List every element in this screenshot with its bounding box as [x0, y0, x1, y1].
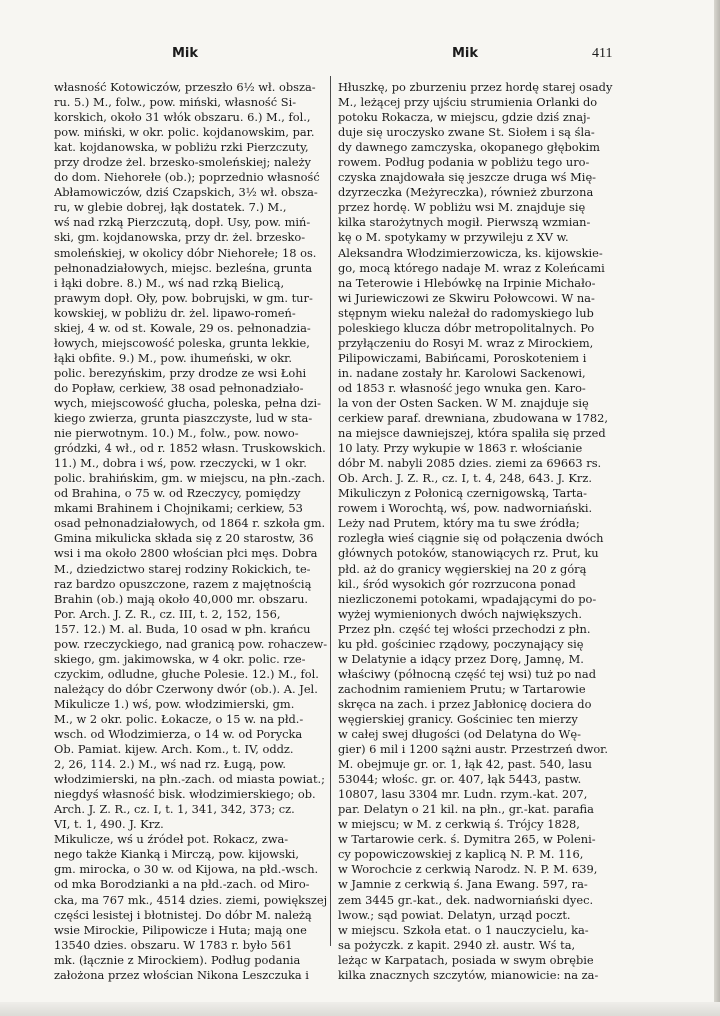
text-line: ku płd. gościniec rządowy, poczynający się — [338, 636, 584, 651]
text-line: cka, ma 767 mk., 4514 dzies. ziemi, powiększej — [54, 892, 328, 907]
text-line: przez hordę. W pobliżu wsi M. znajduje się — [338, 200, 586, 215]
text-line: przy drodze żel. brzesko-smoleńskiej; należy — [54, 155, 311, 170]
text-line: M., leżącej przy ujściu strumienia Orlanki do — [338, 95, 598, 110]
text-line: prawym dopł. Oły, pow. bobrujski, w gm. tur- — [54, 290, 313, 305]
text-line: poleskiego klucza dóbr metropolitalnych. Po — [338, 320, 595, 335]
text-line: dzyrzeczka (Meżyreczka), również zburzona — [338, 185, 594, 200]
text-line: wsie Mirockie, Pilipowicze i Huta; mają one — [54, 922, 307, 937]
text-line: kil., śród wysokich gór rozrzucona ponad — [338, 576, 576, 591]
text-line: Ob. Pamiat. kijew. Arch. Kom., t. IV, oddz. — [54, 742, 294, 757]
text-line: należący do dóbr Czerwony dwór (ob.). A. Jel. — [54, 681, 318, 696]
text-line: właściwy (północną część tej wsi) tuż po nad — [338, 666, 596, 681]
text-line: wi Juriewiczowi ze Skwiru Połowcowi. W na- — [338, 290, 595, 305]
text-line: stępnym wieku należał do radomyskiego lub — [338, 305, 594, 320]
text-line: wsch. od Włodzimierza, o 14 w. od Porycka — [54, 727, 303, 742]
text-line: potoku Rokacza, w miejscu, gdzie dziś znaj- — [338, 110, 591, 125]
text-line: kę o M. spotykamy w przywileju z XV w. — [338, 230, 569, 245]
text-line: w Jamnie z cerkwią ś. Jana Ewang. 597, ra- — [338, 877, 588, 892]
text-line: 10807, lasu 3304 mr. Ludn. rzym.-kat. 207, — [338, 787, 588, 802]
text-line: polic. brahińskim, gm. w miejscu, na płn.-zach. — [54, 471, 326, 486]
text-line: dóbr M. nabyli 2085 dzies. ziemi za 69663 rs. — [338, 456, 602, 471]
text-line: M. obejmuje gr. or. 1, łąk 42, past. 540, lasu — [338, 757, 592, 772]
text-line: niezliczonemi potokami, wpadającymi do po- — [338, 591, 597, 606]
page-bottom-shadow — [0, 1002, 720, 1016]
text-line: mk. (łącznie z Mirockiem). Podług podania — [54, 952, 301, 967]
text-line: skręca na zach. i przez Jabłonicę dociera do — [338, 696, 592, 711]
text-line: ru. 5.) M., folw., pow. miński, własność Si- — [54, 95, 297, 110]
text-line: duje się uroczysko zwane St. Siołem i są śla- — [338, 125, 595, 140]
text-line: nie pierwotnym. 10.) M., folw., pow. nowo- — [54, 426, 299, 441]
text-line: par. Delatyn o 21 kil. na płn., gr.-kat. parafia — [338, 802, 594, 817]
text-line: 2, 26, 114. 2.) M., wś nad rz. Ługą, pow. — [54, 757, 287, 772]
text-line: rowem i Worochtą, wś, pow. nadworniański. — [338, 501, 593, 516]
text-line: cy popowiczowskiej z kaplicą N. P. M. 116, — [338, 847, 584, 862]
text-line: od 1853 r. własność jego wnuka gen. Karo- — [338, 380, 586, 395]
text-line: i łąki dobre. 8.) M., wś nad rzką Bielicą, — [54, 275, 285, 290]
text-line: głównych potoków, stanowiących rz. Prut, ku — [338, 546, 599, 561]
text-line: mkami Brahinem i Chojnikami; cerkiew, 53 — [54, 501, 303, 516]
text-line: M., dziedzictwo starej rodziny Rokickich, te- — [54, 561, 311, 576]
text-line: przyłączeniu do Rosyi M. wraz z Mirockiem, — [338, 335, 594, 350]
text-line: Arch. J. Z. R., cz. I, t. 1, 341, 342, 373; cz. — [54, 802, 295, 817]
text-line: in. nadane zostały hr. Karolowi Sackenowi, — [338, 365, 586, 380]
text-line: kilka starożytnych mogił. Pierwszą wzmian- — [338, 215, 591, 230]
text-line: w Worochcie z cerkwią Narodz. N. P. M. 639, — [338, 862, 598, 877]
text-line: wyżej wymienionych dwóch największych. — [338, 606, 582, 621]
text-line: rozległa wieś ciągnie się od połączenia dwóch — [338, 531, 604, 546]
text-line: od mka Borodzianki a na płd.-zach. od Miro- — [54, 877, 310, 892]
text-line: gier) 6 mil i 1200 sążni austr. Przestrzeń dwor. — [338, 742, 608, 757]
text-line: pow. miński, w okr. polic. kojdanowskim, par. — [54, 125, 315, 140]
text-line: Ob. Arch. J. Z. R., cz. I, t. 4, 248, 643. J. Krz. — [338, 471, 592, 486]
text-line: wych, miejscowość głucha, poleska, pełna dzi- — [54, 395, 322, 410]
text-line: ski, gm. kojdanowska, przy dr. żel. brzesko- — [54, 230, 306, 245]
text-line: Aleksandra Włodzimierzowicza, ks. kijowskie- — [338, 245, 603, 260]
text-line: 10 laty. Przy wykupie w 1863 r. włościanie — [338, 441, 583, 456]
running-head-left: Mik — [172, 46, 199, 61]
text-line: leżąc w Karpatach, posiada w swym obrębie — [338, 952, 594, 967]
text-line: w miejscu; w M. z cerkwią ś. Trójcy 1828, — [338, 817, 580, 832]
text-line: osad pełnonadziałowych, od 1864 r. szkoła gm. — [54, 516, 326, 531]
text-line: łąki obfite. 9.) M., pow. ihumeński, w okr. — [54, 350, 292, 365]
text-line: ru, w glebie dobrej, łąk dostatek. 7.) M., — [54, 200, 287, 215]
text-line: na Teterowie i Hlebówkę na Irpinie Michało- — [338, 275, 596, 290]
text-line: dy dawnego zamczyska, okopanego głębokim — [338, 140, 600, 155]
text-line: do Popław, cerkiew, 38 osad pełnonadziało- — [54, 380, 304, 395]
text-line: lwow.; sąd powiat. Delatyn, urząd poczt. — [338, 907, 571, 922]
text-line: od Brahina, o 75 w. od Rzeczycy, pomiędzy — [54, 486, 301, 501]
text-line: do dom. Niehorełe (ob.); poprzednio własność — [54, 170, 320, 185]
text-line: zem 3445 gr.-kat., dek. nadworniański dyec. — [338, 892, 594, 907]
text-line: Przez płn. część tej włości przechodzi z płn. — [338, 621, 591, 636]
right-column — [338, 80, 613, 983]
text-line: zachodnim ramieniem Prutu; w Tartarowie — [338, 681, 586, 696]
text-line: kilka znacznych szczytów, mianowicie: na za- — [338, 967, 599, 982]
text-line: polic. berezyńskim, przy drodze ze wsi Łohi — [54, 365, 307, 380]
column-divider — [330, 76, 331, 946]
page-number: 411 — [592, 46, 613, 61]
text-line: założona przez włościan Nikona Leszczuka i — [54, 967, 309, 982]
text-line: 11.) M., dobra i wś, pow. rzeczycki, w 1 okr. — [54, 456, 307, 471]
text-line: gm. mirocka, o 30 w. od Kijowa, na płd.-wsch. — [54, 862, 319, 877]
text-line: korskich, około 31 włók obszaru. 6.) M., fol., — [54, 110, 311, 125]
text-line: 157. 12.) M. al. Buda, 10 osad w płn. krańcu — [54, 621, 311, 636]
text-line: 13540 dzies. obszaru. W 1783 r. było 561 — [54, 937, 293, 952]
text-line: włodzimierski, na płn.-zach. od miasta powiat.; — [54, 772, 325, 787]
text-line: Pilipowiczami, Babińcami, Poroskoteniem i — [338, 350, 587, 365]
text-line: rowem. Podług podania w pobliżu tego uro- — [338, 155, 590, 170]
text-line: wś nad rzką Pierzczutą, dopł. Usy, pow. miń- — [54, 215, 311, 230]
text-line: Leży nad Prutem, który ma tu swe źródła; — [338, 516, 580, 531]
text-line: 53044; włośc. gr. or. 407, łąk 5443, pastw. — [338, 772, 582, 787]
text-line: kowskiej, w pobliżu dr. żel. lipawo-romeń- — [54, 305, 296, 320]
text-line: kiego zwierza, grunta piaszczyste, lud w sta- — [54, 411, 313, 426]
text-line: Brahin (ob.) mają około 40,000 mr. obszaru. — [54, 591, 309, 606]
text-line: płd. aż do granicy węgierskiej na 20 z górą — [338, 561, 587, 576]
text-line: niegdyś własność bisk. włodzimierskiego; ob. — [54, 787, 316, 802]
text-line: w całej swej długości (od Delatyna do Wę- — [338, 727, 581, 742]
text-line: czyckim, odludne, głuche Polesie. 12.) M., fol. — [54, 666, 319, 681]
text-line: na miejsce dawniejszej, która spaliła się przed — [338, 426, 606, 441]
text-line: pełnonadziałowych, miejsc. bezleśna, grunta — [54, 260, 313, 275]
page-edge-shadow — [714, 0, 720, 1016]
text-line: M., w 2 okr. polic. Łokacze, o 15 w. na płd.- — [54, 711, 304, 726]
text-line: w miejscu. Szkoła etat. o 1 nauczycielu, ka- — [338, 922, 589, 937]
text-line: węgierskiej granicy. Gościniec ten mierzy — [338, 711, 578, 726]
text-line: gródzki, 4 wł., od r. 1852 własn. Truskowskich. — [54, 441, 326, 456]
text-line: nego także Kianką i Mirczą, pow. kijowski, — [54, 847, 299, 862]
text-line: kat. kojdanowska, w pobliżu rzki Pierzczuty, — [54, 140, 309, 155]
text-line: smoleńskiej, w okolicy dóbr Niehorełe; 18 os. — [54, 245, 317, 260]
text-line: czyska znajdowała się jeszcze druga wś Mię- — [338, 170, 597, 185]
text-line: skiego, gm. jakimowska, w 4 okr. polic. rze- — [54, 651, 306, 666]
text-line: cerkiew paraf. drewniana, zbudowana w 1782, — [338, 411, 609, 426]
text-line: Mikulicze 1.) wś, pow. włodzimierski, gm. — [54, 696, 295, 711]
text-line: Mikulicze, wś u źródeł pot. Rokacz, zwa- — [54, 832, 289, 847]
text-line: w Delatynie a idący przez Dorę, Jamnę, M. — [338, 651, 584, 666]
text-line: skiej, 4 w. od st. Kowale, 29 os. pełnonadzia- — [54, 320, 311, 335]
text-line: pow. rzeczyckiego, nad granicą pow. rohaczew- — [54, 636, 328, 651]
text-line: la von der Osten Sacken. W M. znajduje się — [338, 395, 589, 410]
text-line: raz bardzo opuszczone, razem z majętnością — [54, 576, 312, 591]
text-line: go, mocą którego nadaje M. wraz z Koleńcami — [338, 260, 605, 275]
text-line: sa pożyczk. z kapit. 2940 zł. austr. Wś ta, — [338, 937, 576, 952]
text-line: łowych, miejscowość poleska, grunta lekkie, — [54, 335, 310, 350]
text-line: Gmina mikulicka składa się z 20 starostw, 36 — [54, 531, 314, 546]
text-line: wsi i ma około 2800 włościan płci męs. Dobra — [54, 546, 318, 561]
text-line: Por. Arch. J. Z. R., cz. III, t. 2, 152, 156, — [54, 606, 281, 621]
text-line: w Tartarowie cerk. ś. Dymitra 265, w Poleni- — [338, 832, 596, 847]
text-line: Abłamowiczów, dziś Czapskich, 3½ wł. obsza- — [54, 185, 318, 200]
text-line: Mikuliczyn z Połonicą czernigowską, Tarta- — [338, 486, 587, 501]
left-column — [54, 80, 329, 983]
text-line: VI, t. 1, 490. J. Krz. — [54, 817, 164, 832]
running-head-center: Mik — [452, 46, 479, 61]
text-line: części lesistej i błotnistej. Do dóbr M. należą — [54, 907, 312, 922]
text-line: Hłuszkę, po zburzeniu przez hordę starej osady — [338, 80, 613, 94]
text-line: własność Kotowiczów, przeszło 6½ wł. obsza- — [54, 80, 316, 94]
